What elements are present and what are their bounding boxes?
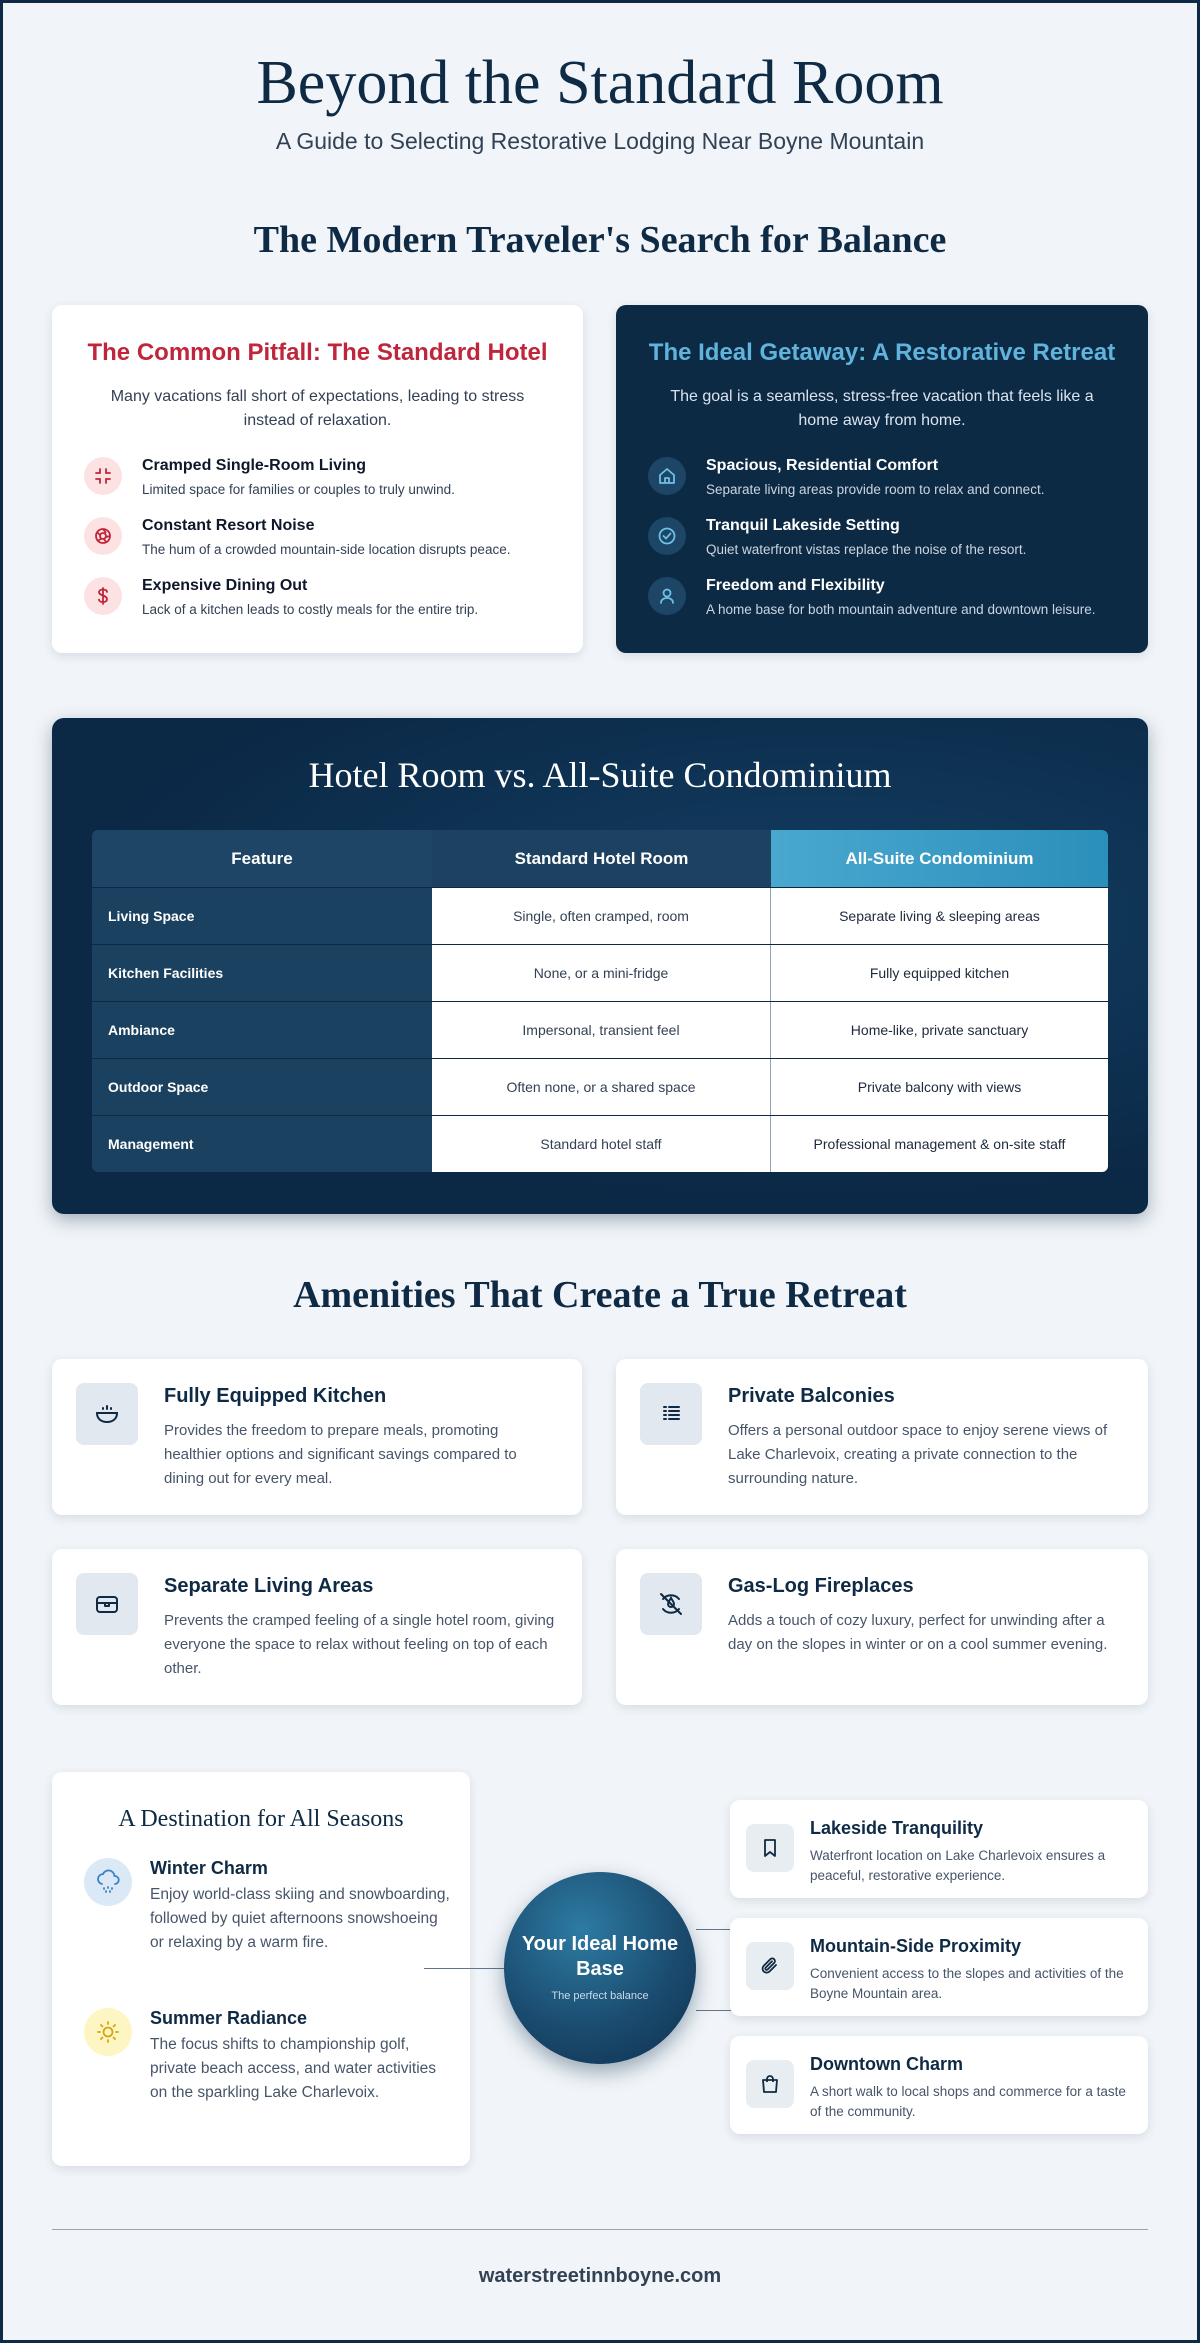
pitfall-point	[84, 457, 455, 497]
pitfall-title: The Common Pitfall: The Standard Hotel	[87, 339, 548, 366]
amenities-section-title: Amenities That Create a True Retreat	[293, 1274, 907, 1316]
season-name: Winter Charm	[150, 1858, 268, 1878]
ideal-point-title: Tranquil Lakeside Setting	[706, 517, 900, 534]
table-cell-feature: Ambiance	[92, 1002, 432, 1058]
feature-desc: Waterfront location on Lake Charlevoix ensures a peaceful, restorative experience.	[810, 1848, 1106, 1883]
table-cell-hotel: None, or a mini-fridge	[432, 945, 771, 1001]
column-header-hotel: Standard Hotel Room	[432, 830, 771, 887]
table-cell-condo: Separate living & sleeping areas	[771, 888, 1108, 944]
balance-section-title: The Modern Traveler's Search for Balance	[253, 219, 947, 261]
feature-card	[730, 1800, 1148, 1898]
home-base-hub	[504, 1872, 696, 2064]
home-icon	[648, 457, 686, 495]
season-item	[84, 1858, 450, 1955]
sofa-icon	[76, 1573, 138, 1635]
pitfall-intro: Many vacations fall short of expectations, leading to stress instead of relaxation.	[110, 388, 525, 429]
shopping-bag-icon	[746, 2060, 794, 2108]
table-cell-hotel: Single, often cramped, room	[432, 888, 771, 944]
seasons-title: A Destination for All Seasons	[118, 1806, 404, 1832]
fireplace-icon	[640, 1573, 702, 1635]
pitfall-point-desc: The hum of a crowded mountain-side location disrupts peace.	[142, 542, 511, 557]
amenity-title: Fully Equipped Kitchen	[164, 1385, 387, 1407]
ideal-point-title: Spacious, Residential Comfort	[706, 457, 939, 474]
hub-subtitle: The perfect balance	[551, 1990, 649, 2002]
pitfall-point-title: Constant Resort Noise	[142, 517, 315, 534]
feature-title: Downtown Charm	[810, 2054, 963, 2074]
pitfall-point-title: Cramped Single-Room Living	[142, 457, 367, 474]
feature-title: Mountain-Side Proximity	[810, 1936, 1022, 1956]
table-cell-condo: Private balcony with views	[771, 1059, 1108, 1115]
pitfall-card	[52, 305, 583, 653]
pitfall-point	[84, 517, 510, 557]
season-desc: Enjoy world-class skiing and snowboarding, followed by quiet afternoons snowshoeing or relaxing by a warm fire.	[150, 1886, 450, 1951]
comparison-title: Hotel Room vs. All-Suite Condominium	[308, 755, 892, 795]
season-name: Summer Radiance	[150, 2008, 308, 2028]
feature-desc: Convenient access to the slopes and activities of the Boyne Mountain area.	[810, 1966, 1124, 2001]
season-desc: The focus shifts to championship golf, private beach access, and water activities on the sparkling Lake Charlevoix.	[150, 2036, 437, 2101]
table-cell-hotel: Impersonal, transient feel	[432, 1002, 771, 1058]
connector-line	[424, 1968, 506, 1969]
comparison-table	[92, 830, 1108, 1173]
amenity-card	[616, 1359, 1148, 1515]
amenity-desc: Prevents the cramped feeling of a single hotel room, giving everyone the space to relax without feeling on top of each other.	[164, 1612, 555, 1677]
bookmark-icon	[746, 1824, 794, 1872]
table-cell-feature: Outdoor Space	[92, 1059, 432, 1115]
pitfall-point-desc: Limited space for families or couples to truly unwind.	[142, 482, 455, 497]
amenity-card	[52, 1549, 582, 1705]
ideal-point-desc: A home base for both mountain adventure and downtown leisure.	[706, 602, 1096, 617]
table-row	[92, 888, 1108, 945]
check-circle-icon	[648, 517, 686, 555]
table-cell-feature: Kitchen Facilities	[92, 945, 432, 1001]
seasons-card	[52, 1772, 470, 2166]
feature-desc: A short walk to local shops and commerce for a taste of the community.	[810, 2084, 1126, 2119]
amenity-desc: Provides the freedom to prepare meals, promoting healthier options and significant savings compared to dining out for every meal.	[164, 1422, 517, 1487]
column-header-feature: Feature	[92, 830, 432, 887]
ideal-point	[648, 457, 1044, 497]
feature-card	[730, 1918, 1148, 2016]
ideal-point-desc: Separate living areas provide room to relax and connect.	[706, 482, 1045, 497]
ideal-point-desc: Quiet waterfront vistas replace the noise of the resort.	[706, 542, 1027, 557]
table-cell-feature: Management	[92, 1116, 432, 1172]
amenity-desc: Adds a touch of cozy luxury, perfect for unwinding after a day on the slopes in winter or on a cool summer evening.	[728, 1612, 1108, 1653]
amenity-card	[52, 1359, 582, 1515]
pitfall-point-title: Expensive Dining Out	[142, 577, 308, 594]
table-row	[92, 1059, 1108, 1116]
ideal-card	[616, 305, 1148, 653]
feature-card	[730, 2036, 1148, 2134]
page-subtitle: A Guide to Selecting Restorative Lodging Near Boyne Mountain	[275, 128, 925, 154]
column-header-condo: All-Suite Condominium	[771, 830, 1108, 887]
cooking-pot-icon	[76, 1383, 138, 1445]
footer-website: waterstreetinnboyne.com	[478, 2265, 722, 2287]
compress-icon	[84, 457, 122, 495]
table-cell-feature: Living Space	[92, 888, 432, 944]
amenity-title: Gas-Log Fireplaces	[728, 1575, 914, 1597]
comparison-panel	[52, 718, 1148, 1214]
pitfall-point-desc: Lack of a kitchen leads to costly meals for the entire trip.	[142, 602, 479, 617]
table-cell-hotel: Standard hotel staff	[432, 1116, 771, 1172]
table-cell-condo: Professional management & on-site staff	[771, 1116, 1108, 1172]
table-row	[92, 945, 1108, 1002]
pitfall-point	[84, 577, 478, 617]
dollar-icon	[84, 577, 122, 615]
table-cell-condo: Home-like, private sanctuary	[771, 1002, 1108, 1058]
paperclip-icon	[746, 1942, 794, 1990]
ideal-title: The Ideal Getaway: A Restorative Retreat	[648, 339, 1116, 366]
ideal-point	[648, 577, 1096, 617]
table-cell-hotel: Often none, or a shared space	[432, 1059, 771, 1115]
ideal-intro: The goal is a seamless, stress-free vacation that feels like a home away from home.	[670, 388, 1094, 429]
table-cell-condo: Fully equipped kitchen	[771, 945, 1108, 1001]
amenity-card	[616, 1549, 1148, 1705]
season-item	[84, 2008, 450, 2105]
footer-divider	[52, 2229, 1148, 2230]
page-title: Beyond the Standard Room	[256, 49, 944, 117]
table-row	[92, 1002, 1108, 1059]
balcony-icon	[640, 1383, 702, 1445]
ideal-point-title: Freedom and Flexibility	[706, 577, 885, 594]
sun-icon	[84, 2008, 132, 2056]
person-icon	[648, 577, 686, 615]
table-header-row	[92, 830, 1108, 888]
noise-icon	[84, 517, 122, 555]
amenity-title: Separate Living Areas	[164, 1575, 374, 1597]
ideal-point	[648, 517, 1026, 557]
snow-cloud-icon	[84, 1858, 132, 1906]
table-row	[92, 1116, 1108, 1173]
amenity-desc: Offers a personal outdoor space to enjoy serene views of Lake Charlevoix, creating a private connection to the surrounding nature.	[728, 1422, 1108, 1487]
feature-title: Lakeside Tranquility	[810, 1818, 984, 1838]
hub-title: Your Ideal Home Base	[521, 1933, 679, 1980]
amenity-title: Private Balconies	[728, 1385, 895, 1407]
